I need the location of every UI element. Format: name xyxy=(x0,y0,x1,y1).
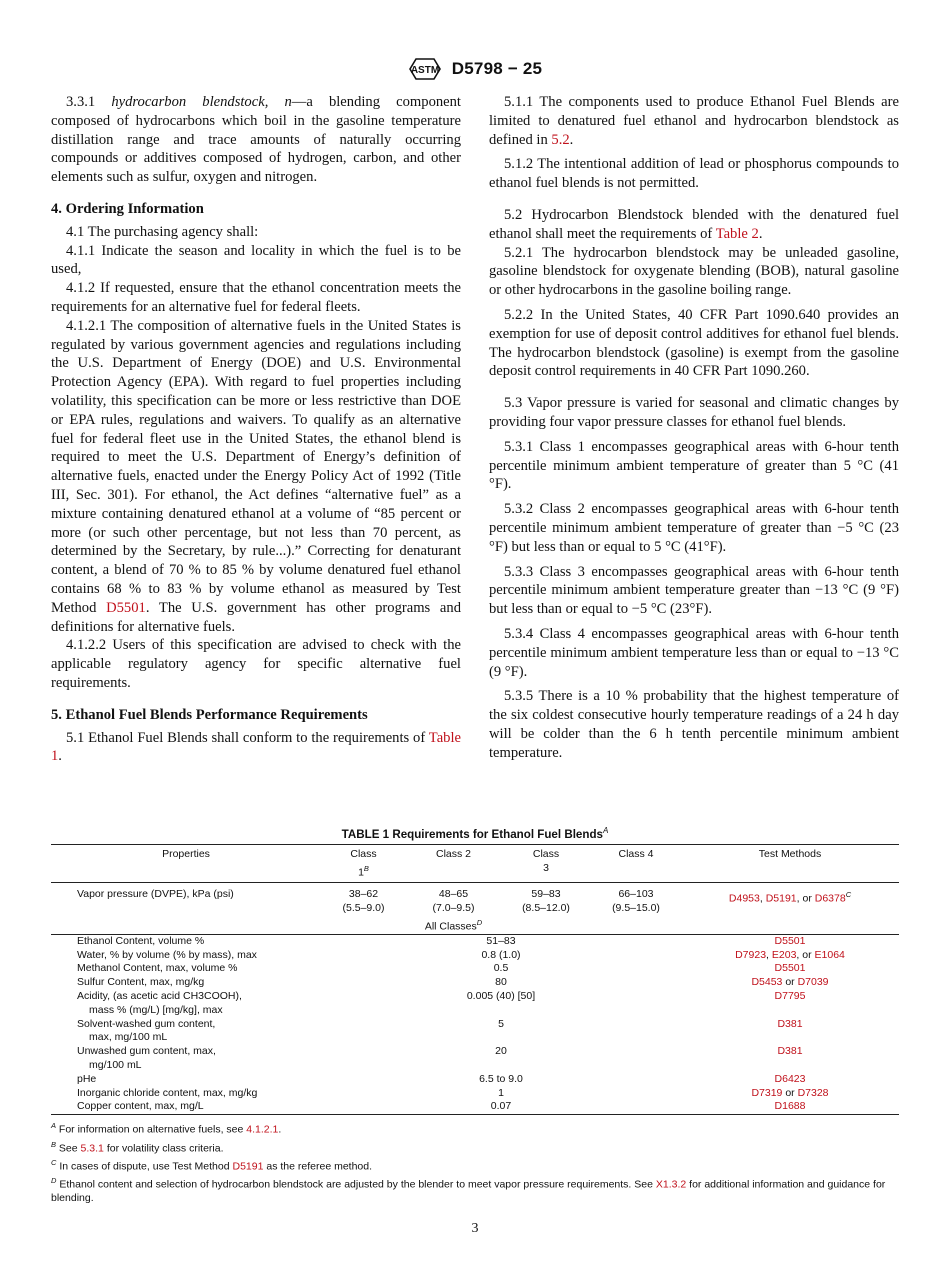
row-property: Solvent-washed gum content, max, mg/100 mL xyxy=(77,1017,216,1044)
link-d5501[interactable]: D5501 xyxy=(106,599,146,616)
para-4-1-2: 4.1.2 If requested, ensure that the ethanol concentration meets the requirements for an alternative fuel for federal fleets. xyxy=(51,280,461,315)
page-header xyxy=(0,56,950,82)
link-d4953[interactable]: D4953 xyxy=(728,892,760,905)
table-row xyxy=(51,1073,899,1087)
link-5-3-1[interactable]: 5.3.1 xyxy=(80,1142,104,1154)
para-5-3-2: 5.3.2 Class 2 encompasses geographical areas with 6-hour tenth percentile minimum ambient temperature of greater than −5 °C (23 °F) but less than or equal to 5 °C (41°F). xyxy=(489,501,899,555)
table-row-vapor-pressure: Vapor pressure (DVPE), kPa (psi) 38–62 (5.5–9.0) 48–65 (7.0–9.5) All Classes$^D$ 59–83 (8.5–12.0) 66–103 (9.5–15.0) D4953, D5191, or D6378$^C$ xyxy=(77,887,852,933)
row-test-methods xyxy=(681,962,899,976)
para-5-3-5: 5.3.5 There is a 10 % probability that the highest temperature of the six coldest consecutive hourly temperature readings of a 24 h day will be colder than the 6 h tenth percentile minimum ambient temperature. xyxy=(489,688,899,761)
row-all-classes-value: 20 xyxy=(495,1045,507,1058)
link-d5191-referee[interactable]: D5191 xyxy=(232,1160,264,1173)
row-all-classes-value: 1 xyxy=(498,1086,504,1099)
row-property: Unwashed gum content, max, mg/100 mL xyxy=(77,1045,216,1072)
row-all-classes-value: 51–83 xyxy=(486,934,516,947)
para-4-1: 4.1 The purchasing agency shall: xyxy=(66,223,259,240)
test-method-link[interactable]: D5453 xyxy=(751,976,783,989)
link-d5191[interactable]: D5191 xyxy=(765,892,797,905)
page-number: 3 xyxy=(471,1221,479,1236)
para-5-3-4: 5.3.4 Class 4 encompasses geographical areas with 6-hour tenth percentile minimum ambient temperature less than or equal to −13 °C (9 °F). xyxy=(489,625,899,680)
link-table-1[interactable]: Table 1 xyxy=(51,729,461,765)
all-classes-label: All Classes xyxy=(424,920,477,933)
row-all-classes-value: 0.5 xyxy=(493,962,509,975)
para-5-2: 5.2 Hydrocarbon Blendstock blended with the denatured fuel ethanol shall meet the requirements of Table 2. xyxy=(489,206,899,242)
test-method-link[interactable]: D6423 xyxy=(774,1072,806,1085)
row-test-methods: D5453 or D7039 xyxy=(751,976,829,989)
test-method-link[interactable]: D381 xyxy=(777,1017,803,1030)
row-property: Water, % by volume (% by mass), max xyxy=(77,948,257,961)
test-method-link[interactable]: D7795 xyxy=(774,990,806,1003)
para-4-1-2-2: 4.1.2.2 Users of this specification are advised to check with the applicable regulatory agency for specific alternative fuel requirements. xyxy=(51,637,461,691)
link-x1-3-2[interactable]: X1.3.2 xyxy=(655,1178,687,1191)
row-test-methods: D7319 or D7328 xyxy=(751,1086,829,1099)
footnote-a: $^A$ For information on alternative fuels, see 4.1.2.1. xyxy=(51,1121,282,1136)
test-method-link[interactable]: D7039 xyxy=(797,976,829,989)
heading-ordering-information: 4. Ordering Information xyxy=(51,200,204,217)
test-method-link[interactable]: D5501 xyxy=(774,962,806,975)
header-test-methods: Test Methods xyxy=(758,847,822,860)
para-5-1: 5.1 Ethanol Fuel Blends shall conform to the requirements of Table 1. xyxy=(51,729,461,765)
para-5-1-2: 5.1.2 The intentional addition of lead or phosphorus compounds to ethanol fuel blends is not permitted. xyxy=(489,156,899,192)
row-all-classes-value: 80 xyxy=(495,976,507,989)
table-title: TABLE 1 Requirements for Ethanol Fuel Blends$^A$ xyxy=(341,826,609,841)
header-class-3: Class 3 xyxy=(532,847,560,874)
row-all-classes-value: 6.5 to 9.0 xyxy=(479,1072,523,1085)
row-test-methods xyxy=(681,1073,899,1087)
row-property: Methanol Content, max, volume % xyxy=(77,962,238,975)
standard-code: D5798 − 25 xyxy=(451,59,543,78)
para-5-1-1: 5.1.1 The components used to produce Ethanol Fuel Blends are limited to denatured fuel ethanol and hydrocarbon blendstock as defined in 5.2. xyxy=(489,94,899,148)
row-all-classes-value: 0.8 (1.0) xyxy=(481,948,521,961)
test-method-link[interactable]: D7328 xyxy=(797,1086,829,1099)
test-method-link[interactable]: E1064 xyxy=(814,948,845,961)
table-footnotes xyxy=(51,1119,899,1206)
table-row xyxy=(51,1018,899,1046)
table-row xyxy=(51,934,899,948)
table-header-row xyxy=(51,844,899,882)
test-method-link[interactable]: D5501 xyxy=(774,934,806,947)
para-5-3: 5.3 Vapor pressure is varied for seasonal and climatic changes by providing four vapor pressure classes for ethanol fuel blends. xyxy=(489,395,899,430)
test-method-link[interactable]: D7319 xyxy=(751,1086,783,1099)
header-class-4: Class 4 xyxy=(618,847,654,860)
table-row xyxy=(51,1087,899,1101)
row-property: pHe xyxy=(77,1072,97,1085)
table-row xyxy=(51,962,899,976)
link-table-2[interactable]: Table 2 xyxy=(715,225,759,242)
requirements-table xyxy=(51,844,899,1115)
table-body xyxy=(51,934,899,1114)
header-properties: Properties xyxy=(162,847,210,860)
row-property: Sulfur Content, max, mg/kg xyxy=(77,976,205,989)
row-test-methods xyxy=(681,1045,899,1073)
row-test-methods: D7923, E203, or E1064 xyxy=(735,948,845,961)
svg-text:ASTM: ASTM xyxy=(410,65,439,76)
table-row xyxy=(51,976,899,990)
row-property: Copper content, max, mg/L xyxy=(77,1100,204,1113)
row-test-methods xyxy=(681,1018,899,1046)
para-5-2-2: 5.2.2 In the United States, 40 CFR Part 1090.640 provides an exemption for use of deposit control additives for ethanol fuel blends. The hydrocarbon blendstock (gasoline) is exempt from the gasoline deposit control requirements in 40 CFR Part 1090.260. xyxy=(489,306,899,380)
heading-performance-requirements: 5. Ethanol Fuel Blends Performance Requirements xyxy=(51,706,368,723)
table-1 xyxy=(51,826,899,1206)
left-column xyxy=(51,93,461,766)
table-row xyxy=(51,990,899,1018)
row-test-methods xyxy=(681,934,899,948)
table-row xyxy=(51,949,899,963)
table-row xyxy=(51,1045,899,1073)
para-4-1-2-1: 4.1.2.1 The composition of alternative fuels in the United States is regulated by various government agencies and regulations including the U.S. Department of Energy (DOE) and U.S. Environmental Protection Agency (EPA). With regard to fuel properties including volatility, this specification can be more or less restrictive than DOE or EPA rules, regulations and waivers. To qualify as an alternative fuel for federal fleet use in the United States, the ethanol blend is required to meet the U.S. Department of Energy’s definition of alternative fuels, enacted under the Energy Policy Act of 1992 (Title III, Sec. 301). For ethanol, the Act defines “alternative fuel” as a mixture containing denatured ethanol at a volume of “85 percent or more (or such other percentage, but not less than 70 percent, as determined by the Secretary, by rule...).” Correcting for denaturant content, a blend of 70 % to 85 % by volume denatured fuel ethanol contains 68 % to 83 % by volume ethanol as measured by Test Method D5501. The U.S. government has other programs and definitions for alternative fuels. xyxy=(51,317,461,635)
row-test-methods xyxy=(681,990,899,1018)
astm-logo-icon xyxy=(408,56,442,82)
right-column xyxy=(489,93,899,763)
para-5-3-1: 5.3.1 Class 1 encompasses geographical areas with 6-hour tenth percentile minimum ambient temperature of greater than 5 °C (41 °F). xyxy=(489,438,899,493)
row-property: Ethanol Content, volume % xyxy=(77,934,205,947)
header-class-2: Class 2 xyxy=(435,847,471,860)
para-5-2-1: 5.2.1 The hydrocarbon blendstock may be unleaded gasoline, gasoline blendstock for oxygenate blending (BOB), natural gasoline or other hydrocarbons in the gasoline boiling range. xyxy=(489,244,899,299)
header-class-1: Class 1$^B$ xyxy=(350,847,377,879)
footnote-d: $^D$ Ethanol content and selection of hydrocarbon blendstock are adjusted by the blender to meet vapor pressure requirements. See X1.3.2 for additional information and guidance for blending. xyxy=(51,1176,886,1205)
row-property: Inorganic chloride content, max, mg/kg xyxy=(77,1086,258,1099)
table-row xyxy=(51,1100,899,1114)
row-all-classes-value: 0.07 xyxy=(490,1100,512,1113)
para-3-3-1: 3.3.1 hydrocarbon blendstock, n—a blending component composed of hydrocarbons which boil in the gasoline temperature distillation range and trace amounts of naturally occurring compounds or additives composed of hydrogen, carbon, and other elements such as sulfur, oxygen and nitrogen. xyxy=(51,94,461,186)
row-all-classes-value: 0.005 (40) [50] xyxy=(466,990,536,1003)
test-method-link[interactable]: D7923 xyxy=(735,948,767,961)
row-test-methods xyxy=(681,1100,899,1114)
link-5-2[interactable]: 5.2 xyxy=(551,131,570,148)
link-4-1-2-1[interactable]: 4.1.2.1 xyxy=(246,1123,279,1136)
para-5-3-3: 5.3.3 Class 3 encompasses geographical areas with 6-hour tenth percentile minimum ambient temperature greater than −13 °C (9 °F) but less than or equal to −5 °C (23°F). xyxy=(489,563,899,618)
test-method-link[interactable]: D1688 xyxy=(774,1100,806,1113)
link-d6378[interactable]: D6378 xyxy=(814,892,846,905)
footnote-b: $^B$ See 5.3.1 for volatility class criteria. xyxy=(51,1139,224,1154)
para-4-1-1: 4.1.1 Indicate the season and locality in which the fuel is to be used, xyxy=(51,242,461,278)
row-property: Acidity, (as acetic acid CH3COOH), mass % (mg/L) [mg/kg], max xyxy=(77,990,242,1016)
test-method-link[interactable]: E203 xyxy=(771,948,797,961)
test-method-link[interactable]: D381 xyxy=(777,1045,803,1058)
row-all-classes-value: 5 xyxy=(498,1017,504,1030)
footnote-c: $^C$ In cases of dispute, use Test Method D5191 as the referee method. xyxy=(51,1157,373,1173)
